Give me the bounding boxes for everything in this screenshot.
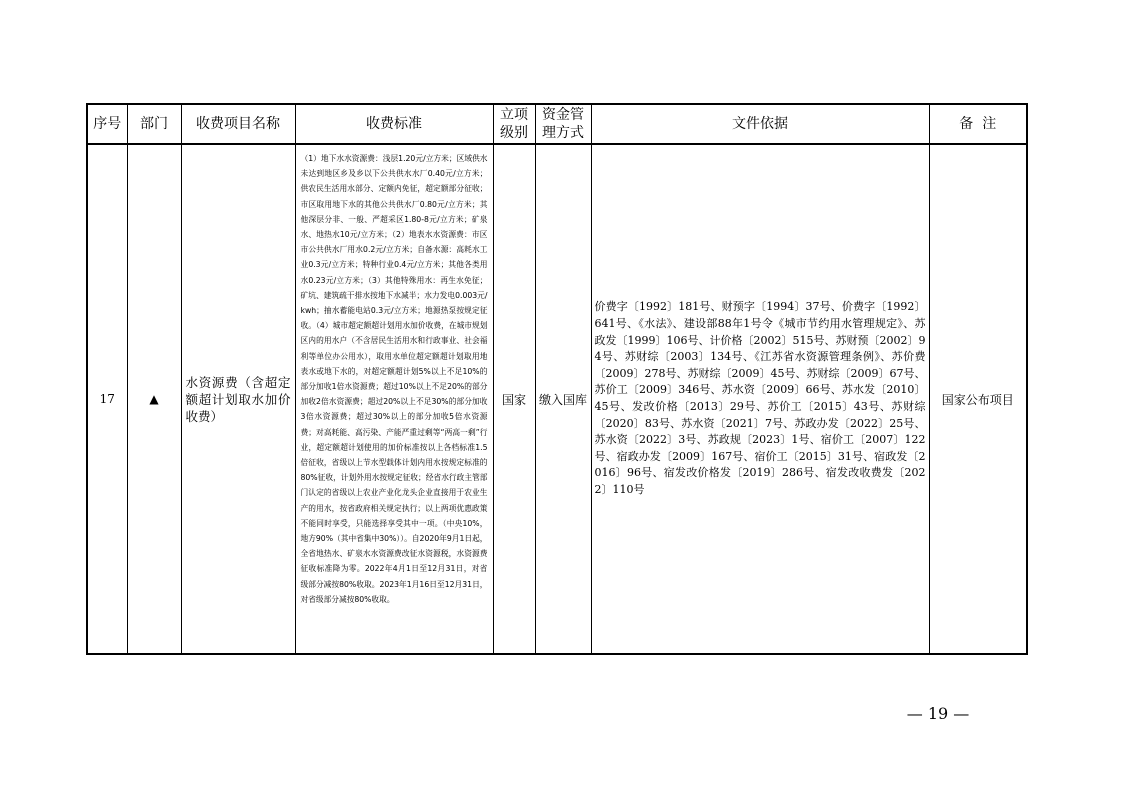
cell-basis: 价费字〔1992〕181号、财预字〔1994〕37号、价费字〔1992〕641号、《水法》、建设部88年1号令《城市节约用水管理规定》、苏政发〔1999〕106号、计价格〔2002〕515号、苏财预〔2002〕94号、苏财综〔2003〕134号、《江苏省水资源管理条例》、苏价费〔2009〕278号、苏财综〔2009〕45号、苏财综〔2009〕67号、苏价工〔2009〕346号、苏水资〔2009〕66号、苏水发〔2010〕45号、发改价格〔2013〕29号、苏价工〔2015〕43号、苏财综〔2020〕83号、苏水资〔2021〕7号、苏政办发〔2022〕25号、苏水资〔2022〕3号、苏政规〔2023〕1号、宿价工〔2007〕122号、宿政办发〔2009〕167号、宿价工〔2015〕31号、宿政发〔2016〕96号、宿发改价格发〔2019〕286号、宿发改收费发〔2022〕110号 bbox=[591, 144, 929, 654]
header-fund-mgmt-line1: 资金管 bbox=[542, 107, 584, 123]
page-number: — 19 — bbox=[906, 704, 970, 723]
cell-department-marker: ▲ bbox=[127, 144, 181, 654]
cell-level: 国家 bbox=[493, 144, 535, 654]
header-level-line2: 级别 bbox=[500, 125, 528, 141]
header-row bbox=[87, 104, 1027, 144]
header-seq: 序号 bbox=[87, 104, 127, 144]
cell-fund-mgmt: 缴入国库 bbox=[535, 144, 591, 654]
table-row bbox=[87, 144, 1027, 654]
cell-item-name: 水资源费（含超定额超计划取水加价收费） bbox=[181, 144, 295, 654]
cell-seq: 17 bbox=[87, 144, 127, 654]
cell-standard: （1）地下水水资源费：浅层1.20元/立方米；区域供水未达到地区乡及乡以下公共供水水厂0.40元/立方米；供农民生活用水部分、定额内免征，超定额部分征收；市区取用地下水的其他公共供水厂0.80元/立方米；其他深层分非、一般、严超采区1.80-8元/立方米；矿泉水、地热水10元/立方米；（2）地表水水资源费：市区市公共供水厂用水0.2元/立方米；自备水源：高耗水工业0.3元/立方米；特种行业0.4元/立方米；其他各类用水0.23元/立方米；（3）其他特殊用水：再生水免征；矿坑、建筑疏干排水按地下水减半；水力发电0.003元/kwh；抽水蓄能电站0.3元/立方米；地源热泵按规定征收。（4）城市超定额超计划用水加价收费，在城市规划区内的用水户（不含居民生活用水和行政事业、社会福利等单位办公用水），取用水单位超定额超计划取用地表水或地下水的，对超定额超计划5%以上不足10%的部分加收1倍水资源费；超过10%以上不足20%的部分加收2倍水资源费；超过20%以上不足30%的部分加收3倍水资源费；超过30%以上的部分加收5倍水资源费；对高耗能、高污染、产能严重过剩等“两高一剩”行业，超定额超计划使用的加价标准按以上各档标准1.5倍征收，省级以上节水型载体计划内用水按规定标准的80%征收，计划外用水按规定征收；经省水行政主管部门认定的省级以上农业产业化龙头企业直接用于农业生产的用水，按省政府相关规定执行；以上两项优惠政策不能同时享受，只能选择享受其中一项。（中央10%，地方90%（其中省集中30%））。自2020年9月1日起，全省地热水、矿泉水水资源费改征水资源税，水资源费征收标准降为零。2022年4月1日至12月31日，对省级部分减按80%收取。2023年1月16日至12月31日，对省级部分减按80%收取。 bbox=[295, 144, 493, 654]
fee-table bbox=[86, 103, 1028, 655]
header-standard: 收费标准 bbox=[295, 104, 493, 144]
header-level-line1: 立项 bbox=[500, 107, 528, 123]
header-fund-mgmt bbox=[535, 104, 591, 144]
header-item-name: 收费项目名称 bbox=[181, 104, 295, 144]
cell-remark: 国家公布项目 bbox=[929, 144, 1027, 654]
header-basis: 文件依据 bbox=[591, 104, 929, 144]
header-department: 部门 bbox=[127, 104, 181, 144]
header-level bbox=[493, 104, 535, 144]
header-remark: 备 注 bbox=[929, 104, 1027, 144]
header-fund-mgmt-line2: 理方式 bbox=[542, 125, 584, 141]
